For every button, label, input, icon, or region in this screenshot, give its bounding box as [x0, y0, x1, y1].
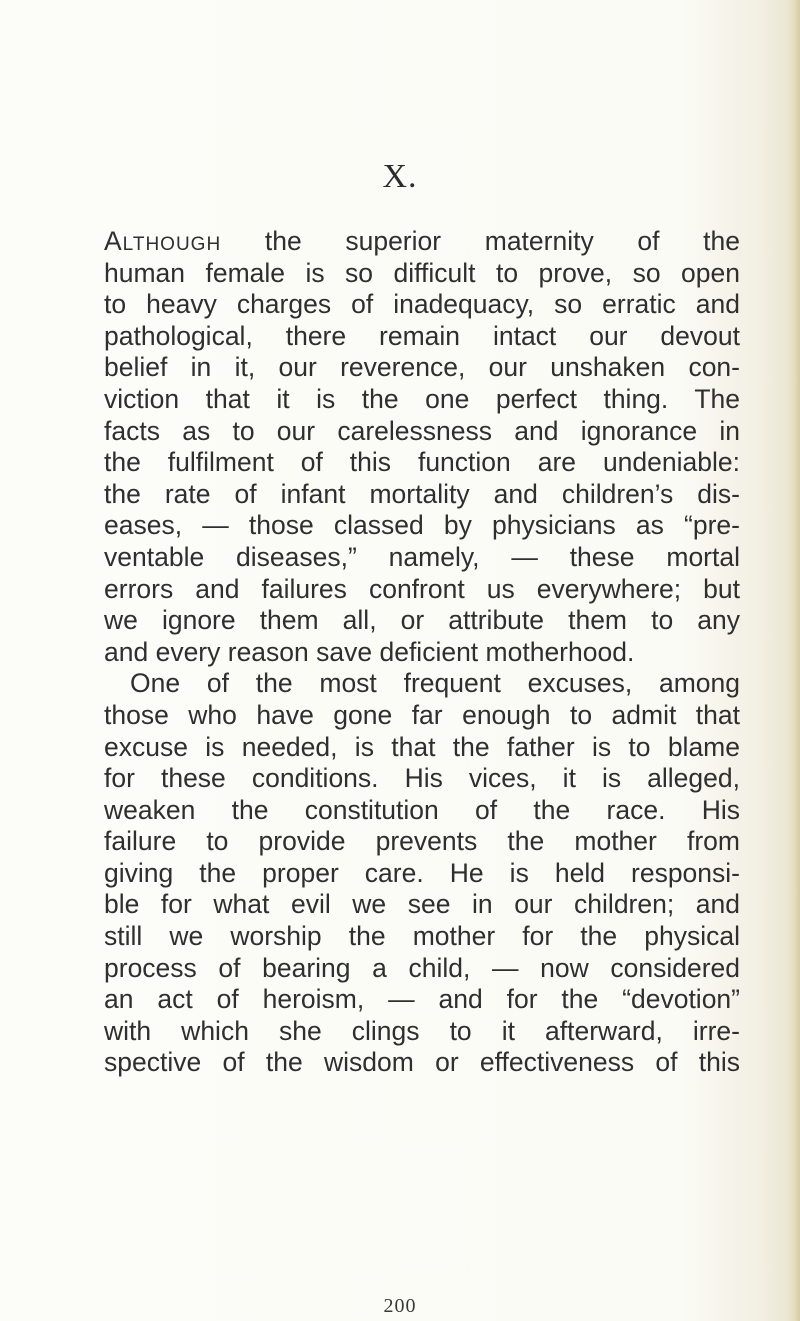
paragraph-1: [104, 226, 740, 668]
body-text: [104, 226, 740, 1079]
text-line: viction that it is the one perfect thing. The: [104, 383, 740, 414]
text-line: to heavy charges of inadequacy, so erratic and: [104, 289, 740, 320]
text-line: pathological, there remain intact our devout: [104, 320, 740, 351]
text-line: facts as to our carelessness and ignorance in: [104, 415, 740, 446]
text-line: ventable diseases,” namely, — these mortal: [104, 541, 740, 572]
text-line: and every reason save deficient motherhood.: [104, 636, 635, 667]
text-line: the fulfilment of this function are undeniable:: [104, 447, 740, 478]
text-line: those who have gone far enough to admit that: [104, 699, 740, 730]
text-line: the rate of infant mortality and children’s dis-: [104, 478, 740, 509]
text-line: belief in it, our reverence, our unshaken con-: [104, 352, 740, 383]
text-line: errors and failures confront us everywhere; but: [104, 573, 740, 604]
text-line: giving the proper care. He is held responsi-: [104, 857, 740, 888]
page-number: 200: [383, 1295, 417, 1317]
text-line: Although the superior maternity of the: [104, 226, 740, 256]
drop-word: Although: [104, 226, 222, 256]
text-line: eases, — those classed by physicians as “pre-: [104, 510, 740, 541]
text-line: human female is so difficult to prove, so open: [104, 257, 740, 288]
paragraph-2: [104, 668, 740, 1079]
text-line: spective of the wisdom or effectiveness of this: [104, 1047, 740, 1078]
text-line: still we worship the mother for the physical: [104, 921, 740, 952]
text-line: One of the most frequent excuses, among: [130, 668, 740, 699]
text-line: with which she clings to it afterward, irre-: [104, 1015, 740, 1046]
chapter-number: X.: [382, 158, 418, 195]
page-edge-shadow: [786, 0, 800, 1321]
text-line: for these conditions. His vices, it is alleged,: [104, 763, 740, 794]
text-line: we ignore them all, or attribute them to any: [104, 605, 740, 636]
text-line: process of bearing a child, — now considered: [104, 952, 740, 983]
text-line: excuse is needed, is that the father is to blame: [104, 731, 740, 762]
text-line: an act of heroism, — and for the “devotion”: [104, 984, 740, 1015]
text-line: failure to provide prevents the mother from: [104, 826, 740, 857]
text-line: ble for what evil we see in our children; and: [104, 889, 740, 920]
text-line: weaken the constitution of the race. His: [104, 794, 740, 825]
